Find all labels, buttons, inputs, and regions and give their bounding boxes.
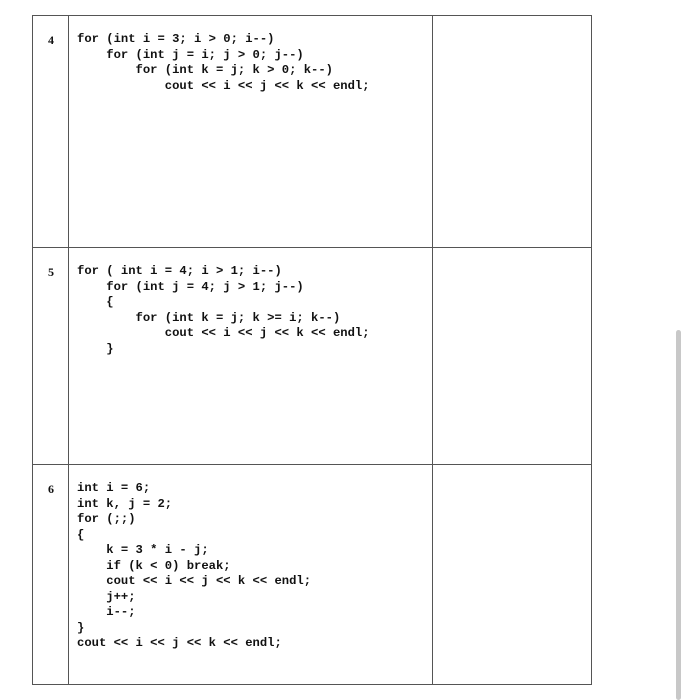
code-snippet: for (int i = 3; i > 0; i--) for (int j = i; j > 0; j--) for (int k = j; k > 0; k--) cout << i << j << k << endl; — [77, 32, 370, 93]
code-cell — [69, 465, 433, 684]
row-number: 6 — [48, 482, 54, 496]
table-row — [33, 248, 591, 465]
row-number-cell — [33, 16, 69, 247]
vertical-scrollbar[interactable] — [676, 330, 681, 700]
exercise-table — [32, 15, 592, 685]
answer-cell[interactable] — [433, 465, 591, 684]
code-snippet: for ( int i = 4; i > 1; i--) for (int j = 4; j > 1; j--) { for (int k = j; k >= i; k--) cout << i << j << k << endl; } — [77, 264, 370, 356]
table-row — [33, 465, 591, 684]
answer-cell[interactable] — [433, 248, 591, 464]
row-number: 4 — [48, 33, 54, 47]
answer-cell[interactable] — [433, 16, 591, 247]
code-cell — [69, 248, 433, 464]
row-number: 5 — [48, 265, 54, 279]
row-number-cell — [33, 248, 69, 464]
code-snippet: int i = 6; int k, j = 2; for (;;) { k = 3 * i - j; if (k < 0) break; cout << i << j << k << endl; j++; i--; } cout << i << j << k << endl; — [77, 481, 312, 650]
table-row — [33, 16, 591, 248]
row-number-cell — [33, 465, 69, 684]
code-cell — [69, 16, 433, 247]
